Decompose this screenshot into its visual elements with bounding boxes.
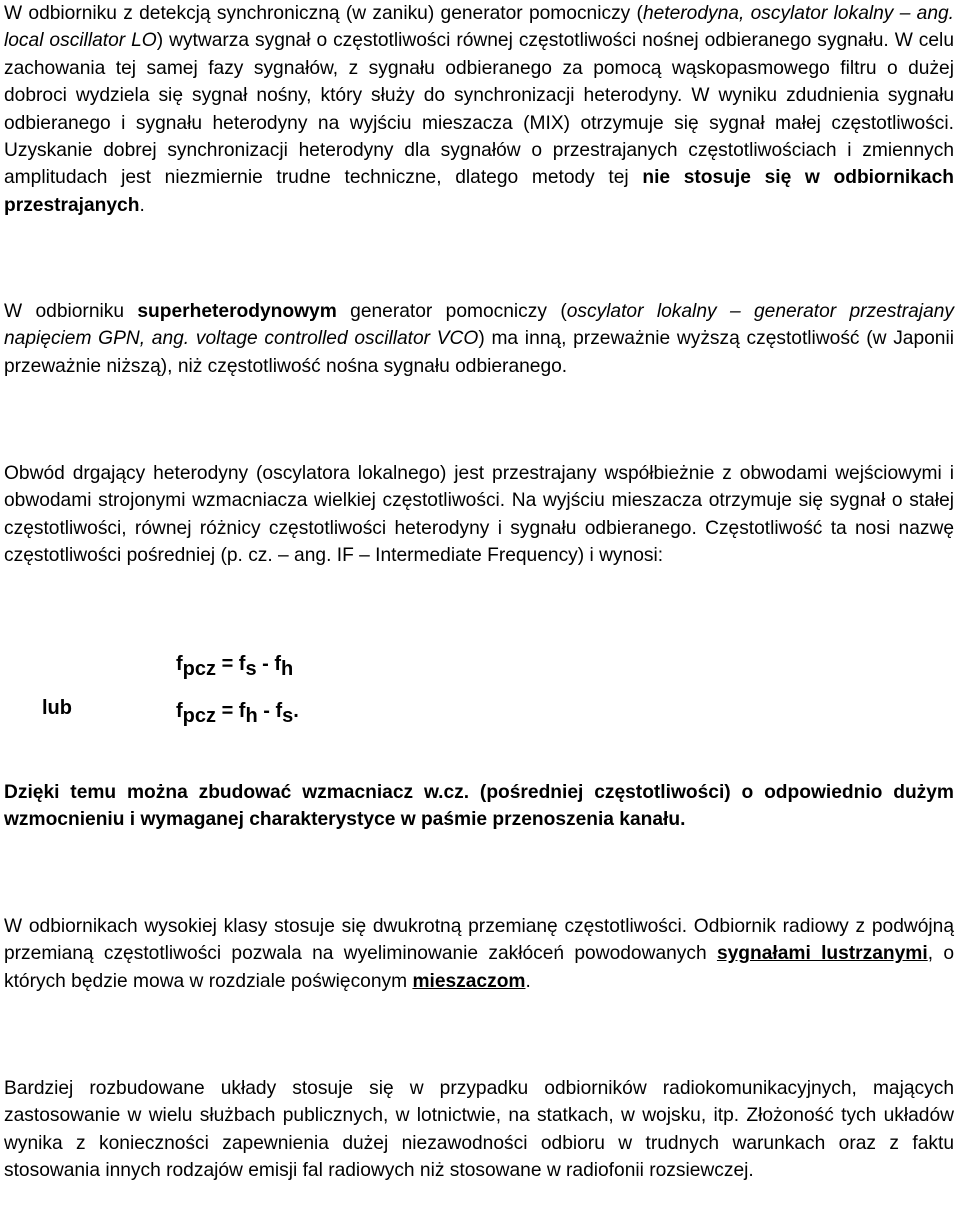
mixers-link[interactable]: mieszaczom [412, 970, 526, 992]
formula-ifreq-2 [176, 699, 299, 728]
image-signals-link[interactable]: sygnałami lustrzanymi [716, 943, 928, 965]
formula-1-minus: - f [256, 653, 282, 675]
p2-text-b: generator pomocniczy ( [336, 301, 567, 322]
p1-end: . [139, 194, 145, 216]
p5-end: . [525, 970, 531, 992]
formula-2-minus: - f [257, 700, 283, 722]
p2-bold-term: superheterodynowym [137, 301, 337, 322]
formula-1-sub-h: h [281, 658, 294, 680]
formula-1-sub-pcz: pcz [182, 658, 217, 680]
formula-1-f: f [176, 653, 183, 675]
formula-2-sub-h: h [245, 705, 258, 727]
formula-2-f: f [176, 700, 183, 722]
paragraph-intermediate-frequency: Obwód drgający heterodyny (oscylatora lokalnego) jest przestrajany współbieżnie z obwodami wejściowymi i obwodami strojonymi wzmacniacza wielkiej częstotliwości. Na wyjściu mieszacza otrzymuje się sygnał o stałej częstotliwości, równej różnicy częstotliwości heterodyny i sygnału odbieranego. Częstotliwość ta nosi nazwę częstotliwości pośredniej (p. cz. – ang. IF – Intermediate Frequency) i wynosi: [4, 463, 954, 567]
paragraph-synchronous-detection [4, 0, 954, 219]
formula-ifreq-1 [176, 652, 293, 681]
formula-1-sub-s: s [245, 658, 257, 680]
paragraph-double-conversion [4, 913, 954, 995]
p5-text-a: W odbiornikach wysokiej klasy stosuje się dwukrotną przemianę częstotliwości. Odbiornik radiowy z podwójną przemianą częstotliwości pozwala na wyeliminowanie zakłóceń powodowanych [4, 916, 954, 965]
p1-text-b: ) wytwarza sygnał o częstotliwości równej częstotliwości nośnej odbieranego sygnału. W celu zachowania tej samej fazy sygnałów, z sygnału odbieranego za pomocą wąskopasmowego filtru o dużej dobroci wydziela się sygnał nośny, który służy do synchronizacji heterodyny. W wyniku zdudnienia sygnału odbieranego i sygnału heterodyny na wyjściu mieszacza (MIX) otrzymuje się sygnał małej częstotliwości. Uzyskanie dobrej synchronizacji heterodyny dla sygnałów o przestrajanych częstotliwościach i zmiennych amplitudach jest niezmiernie trudne techniczne, dlatego metody tej [4, 30, 954, 189]
paragraph-superheterodyne [4, 298, 954, 380]
p5-text-b: , o których będzie mowa w rozdziale poświęconym [4, 943, 954, 992]
formula-1-eq: = f [216, 653, 246, 675]
formula-2-end: . [293, 700, 299, 722]
formula-lub-label: lub [42, 697, 72, 719]
p2-italic-term: oscylator lokalny – generator przestrajany napięciem GPN, ang. voltage controlled oscillator VCO [4, 301, 955, 350]
formula-2-sub-pcz: pcz [182, 705, 217, 727]
paragraph-radiocommunication: Bardziej rozbudowane układy stosuje się w przypadku odbiorników radiokomunikacyjnych, mających zastosowanie w wielu służbach publicznych, w lotnictwie, na statkach, w wojsku, itp. Złożoność tych układów wynika z konieczności zapewnienia dużej niezawodności odbioru w trudnych warunkach oraz z faktu stosowania innych rodzajów emisji fal radiowych niż stosowane w radiofonii rozsiewczej. [4, 1078, 954, 1182]
p2-text-c: ) ma inną, przeważnie wyższą częstotliwość (w Japonii przeważnie niższą), niż częstotliwość nośna sygnału odbieranego. [4, 328, 955, 377]
p1-italic-term: heterodyna, oscylator lokalny – ang. local oscillator LO [4, 3, 955, 52]
p1-text-a: W odbiorniku z detekcją synchroniczną (w zaniku) generator pomocniczy ( [4, 3, 643, 24]
formula-2-eq: = f [216, 700, 246, 722]
p1-bold-conclusion: nie stosuje się w odbiornikach przestrajanych [4, 167, 954, 216]
formula-2-sub-s: s [282, 705, 294, 727]
p2-text-a: W odbiorniku [4, 301, 138, 322]
paragraph-if-amplifier: Dzięki temu można zbudować wzmacniacz w.cz. (pośredniej częstotliwości) o odpowiednio dużym wzmocnieniu i wymaganej charakterystyce w paśmie przenoszenia kanału. [4, 782, 954, 831]
